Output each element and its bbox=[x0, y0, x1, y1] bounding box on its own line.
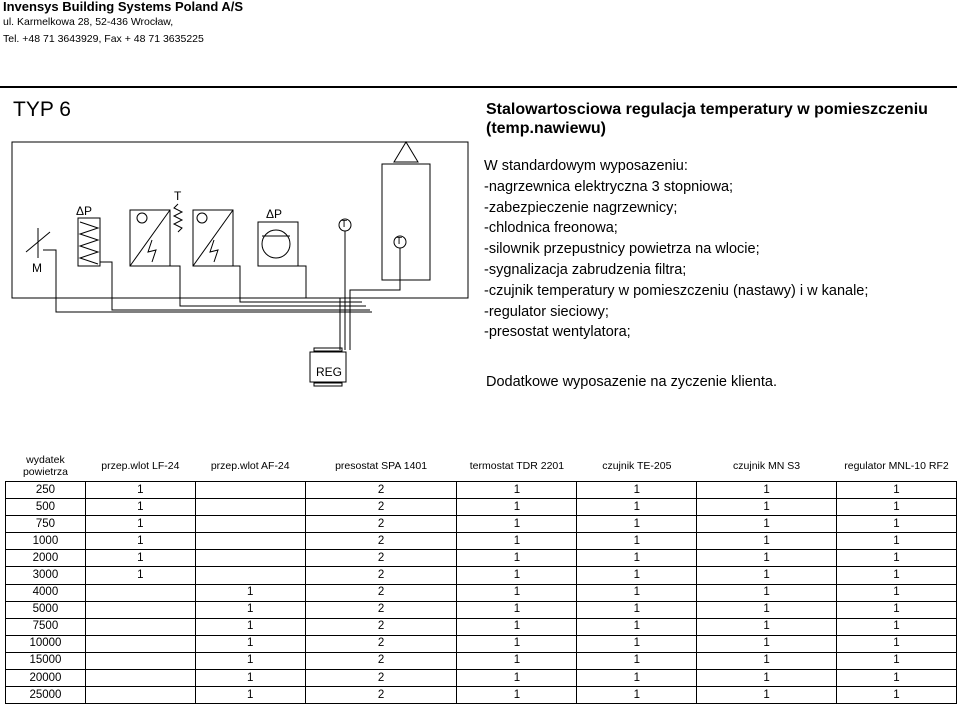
heater-plus-icon bbox=[137, 213, 147, 223]
table-cell: 1 bbox=[697, 652, 837, 669]
table-cell: 2 bbox=[305, 687, 457, 704]
cooler-bolt-icon bbox=[210, 240, 218, 262]
equipment-item: -sygnalizacja zabrudzenia filtra; bbox=[484, 261, 687, 278]
table-cell: 1 bbox=[577, 687, 697, 704]
table-header-cell: regulator MNL-10 RF2 bbox=[836, 450, 956, 482]
table-cell: 1 bbox=[836, 482, 956, 499]
table-cell: 250 bbox=[6, 482, 86, 499]
table-cell: 1 bbox=[85, 567, 195, 584]
fan-icon bbox=[262, 230, 290, 258]
table-cell: 1 bbox=[836, 635, 956, 652]
table-header-cell: termostat TDR 2201 bbox=[457, 450, 577, 482]
table-cell: 500 bbox=[6, 499, 86, 516]
equipment-table bbox=[5, 450, 957, 704]
table-cell: 2 bbox=[305, 567, 457, 584]
safety-thermostat-label: T bbox=[174, 189, 182, 203]
table-cell: 1 bbox=[195, 584, 305, 601]
table-cell: 1 bbox=[195, 687, 305, 704]
table-cell: 1 bbox=[697, 670, 837, 687]
table-cell: 1 bbox=[457, 601, 577, 618]
filter-zigzag-icon bbox=[80, 222, 98, 264]
table-cell: 2 bbox=[305, 618, 457, 635]
table-cell: 1 bbox=[836, 652, 956, 669]
table-cell: 1 bbox=[457, 670, 577, 687]
table-row bbox=[6, 601, 957, 618]
table-cell: 1 bbox=[457, 550, 577, 567]
table-cell: 2 bbox=[305, 516, 457, 533]
table-cell: 2 bbox=[305, 499, 457, 516]
table-cell: 2 bbox=[305, 601, 457, 618]
table-cell: 1 bbox=[836, 516, 956, 533]
table-cell: 750 bbox=[6, 516, 86, 533]
table-cell: 1 bbox=[836, 550, 956, 567]
table-header-cell: presostat SPA 1401 bbox=[305, 450, 457, 482]
table-cell: 1 bbox=[85, 482, 195, 499]
table-row bbox=[6, 499, 957, 516]
table-header-cell: czujnik TE-205 bbox=[577, 450, 697, 482]
table-row bbox=[6, 584, 957, 601]
table-cell bbox=[195, 482, 305, 499]
table-cell: 1 bbox=[577, 550, 697, 567]
room-box bbox=[382, 164, 430, 280]
table-row bbox=[6, 687, 957, 704]
table-cell: 2000 bbox=[6, 550, 86, 567]
table-cell: 1 bbox=[697, 533, 837, 550]
table-row bbox=[6, 533, 957, 550]
table-cell: 2 bbox=[305, 550, 457, 567]
table-cell bbox=[195, 533, 305, 550]
table-cell: 1 bbox=[836, 499, 956, 516]
table-cell: 1 bbox=[836, 618, 956, 635]
safety-thermostat-icon bbox=[174, 204, 182, 232]
table-cell bbox=[85, 635, 195, 652]
equipment-heading: W standardowym wyposazeniu: bbox=[484, 158, 688, 174]
wire-filter bbox=[100, 262, 370, 310]
table-header-cell: przep.wlot AF-24 bbox=[195, 450, 305, 482]
table-cell bbox=[195, 550, 305, 567]
equipment-item: -regulator sieciowy; bbox=[484, 303, 609, 320]
table-cell: 2 bbox=[305, 584, 457, 601]
heater-bolt-icon bbox=[148, 240, 156, 262]
room-triangle-icon bbox=[394, 142, 418, 162]
table-cell: 1 bbox=[577, 601, 697, 618]
table-cell: 1 bbox=[836, 533, 956, 550]
table-cell: 5000 bbox=[6, 601, 86, 618]
table-cell: 1 bbox=[85, 516, 195, 533]
page-title: Stalowartosciowa regulacja temperatury w pomieszczeniu (temp.nawiewu) bbox=[486, 101, 928, 137]
regulator-terminal-bottom bbox=[314, 383, 342, 386]
table-row bbox=[6, 567, 957, 584]
wire-heater bbox=[170, 266, 366, 306]
regulator-terminal-top bbox=[314, 348, 342, 351]
table-cell: 1 bbox=[697, 482, 837, 499]
table-cell: 1 bbox=[577, 567, 697, 584]
table-cell bbox=[85, 601, 195, 618]
extra-equipment-note: Dodatkowe wyposazenie na zyczenie klienta. bbox=[486, 374, 777, 390]
table-header-cell: przep.wlot LF-24 bbox=[85, 450, 195, 482]
cooler-diagonal bbox=[193, 210, 233, 266]
company-phone: Tel. +48 71 3643929, Fax + 48 71 3635225 bbox=[3, 33, 204, 45]
table-cell: 1 bbox=[697, 567, 837, 584]
table-cell: 1 bbox=[836, 687, 956, 704]
wire-fan bbox=[298, 266, 340, 350]
room-sensor-label: T bbox=[396, 236, 403, 247]
table-cell: 1 bbox=[836, 567, 956, 584]
table-cell bbox=[85, 652, 195, 669]
table-cell: 1 bbox=[85, 550, 195, 567]
equipment-item: -presostat wentylatora; bbox=[484, 324, 631, 341]
table-cell: 1 bbox=[697, 601, 837, 618]
table-cell: 1 bbox=[577, 618, 697, 635]
table-cell: 1 bbox=[697, 635, 837, 652]
table-header-row bbox=[6, 450, 957, 482]
table-row bbox=[6, 652, 957, 669]
table-cell: 1 bbox=[577, 635, 697, 652]
table-row bbox=[6, 482, 957, 499]
table-cell: 1 bbox=[577, 516, 697, 533]
fan-box bbox=[258, 222, 298, 266]
table-cell: 1 bbox=[836, 584, 956, 601]
table-cell: 1 bbox=[195, 601, 305, 618]
regulator-label: REG bbox=[316, 365, 343, 379]
equipment-item: -silownik przepustnicy powietrza na wlocie; bbox=[484, 241, 760, 258]
table-cell: 1 bbox=[457, 533, 577, 550]
table-row bbox=[6, 670, 957, 687]
table-cell: 1 bbox=[457, 652, 577, 669]
table-cell: 2 bbox=[305, 482, 457, 499]
table-cell bbox=[85, 687, 195, 704]
wire-room-sensor bbox=[350, 248, 400, 350]
table-cell bbox=[195, 567, 305, 584]
table-cell: 1 bbox=[457, 618, 577, 635]
table-cell: 4000 bbox=[6, 584, 86, 601]
cooler-minus-icon bbox=[197, 213, 207, 223]
table-cell: 1 bbox=[577, 499, 697, 516]
table-cell: 2 bbox=[305, 635, 457, 652]
fan-pressure-label: ΔP bbox=[266, 207, 283, 221]
table-cell bbox=[195, 499, 305, 516]
wire-damper bbox=[43, 250, 372, 312]
table-header-cell: wydatek powietrza bbox=[6, 450, 86, 482]
table-cell: 1 bbox=[457, 499, 577, 516]
table-cell: 1 bbox=[577, 652, 697, 669]
table-cell bbox=[85, 670, 195, 687]
table-cell: 1 bbox=[195, 652, 305, 669]
table-cell: 10000 bbox=[6, 635, 86, 652]
equipment-item: -zabezpieczenie nagrzewnicy; bbox=[484, 199, 678, 216]
table-cell: 1000 bbox=[6, 533, 86, 550]
table-cell: 1 bbox=[195, 635, 305, 652]
table-cell: 25000 bbox=[6, 687, 86, 704]
table-cell: 1 bbox=[85, 533, 195, 550]
company-address: ul. Karmelkowa 28, 52-436 Wrocław, bbox=[3, 16, 174, 28]
table-cell: 1 bbox=[697, 550, 837, 567]
table-cell: 1 bbox=[697, 687, 837, 704]
table-cell: 1 bbox=[697, 516, 837, 533]
table-cell: 2 bbox=[305, 670, 457, 687]
table-cell: 1 bbox=[195, 618, 305, 635]
table-cell: 20000 bbox=[6, 670, 86, 687]
table-body bbox=[6, 482, 957, 704]
table-cell: 1 bbox=[836, 670, 956, 687]
equipment-item: -czujnik temperatury w pomieszczeniu (nastawy) i w kanale; bbox=[484, 282, 869, 299]
table-cell: 2 bbox=[305, 533, 457, 550]
table-row bbox=[6, 516, 957, 533]
table-cell: 1 bbox=[457, 635, 577, 652]
table-cell bbox=[85, 618, 195, 635]
table-cell: 1 bbox=[577, 482, 697, 499]
table-row bbox=[6, 550, 957, 567]
equipment-item: -nagrzewnica elektryczna 3 stopniowa; bbox=[484, 178, 734, 195]
heater-diagonal bbox=[130, 210, 170, 266]
table-cell: 1 bbox=[577, 670, 697, 687]
table-cell: 15000 bbox=[6, 652, 86, 669]
table-cell: 7500 bbox=[6, 618, 86, 635]
table-cell: 1 bbox=[457, 516, 577, 533]
table-cell bbox=[85, 584, 195, 601]
table-header-cell: czujnik MN S3 bbox=[697, 450, 837, 482]
duct-sensor-label: T bbox=[341, 219, 348, 230]
table-cell: 1 bbox=[697, 499, 837, 516]
equipment-list bbox=[484, 156, 868, 343]
table-row bbox=[6, 635, 957, 652]
company-name: Invensys Building Systems Poland A/S bbox=[3, 0, 244, 14]
table-row bbox=[6, 618, 957, 635]
table-cell: 1 bbox=[457, 567, 577, 584]
wire-cooler bbox=[233, 266, 362, 302]
filter-label: ΔP bbox=[76, 204, 93, 218]
table-cell: 3000 bbox=[6, 567, 86, 584]
table-cell: 1 bbox=[457, 584, 577, 601]
table-cell: 1 bbox=[457, 687, 577, 704]
table-cell: 2 bbox=[305, 652, 457, 669]
table-cell: 1 bbox=[85, 499, 195, 516]
table-cell: 1 bbox=[836, 601, 956, 618]
table-cell: 1 bbox=[697, 584, 837, 601]
equipment-item: -chlodnica freonowa; bbox=[484, 220, 618, 237]
table-cell: 1 bbox=[195, 670, 305, 687]
table-cell: 1 bbox=[577, 533, 697, 550]
table-cell: 1 bbox=[577, 584, 697, 601]
damper-motor-label: M bbox=[32, 261, 42, 275]
table-cell: 1 bbox=[697, 618, 837, 635]
table-cell bbox=[195, 516, 305, 533]
table-cell: 1 bbox=[457, 482, 577, 499]
type-label: TYP 6 bbox=[13, 98, 71, 121]
